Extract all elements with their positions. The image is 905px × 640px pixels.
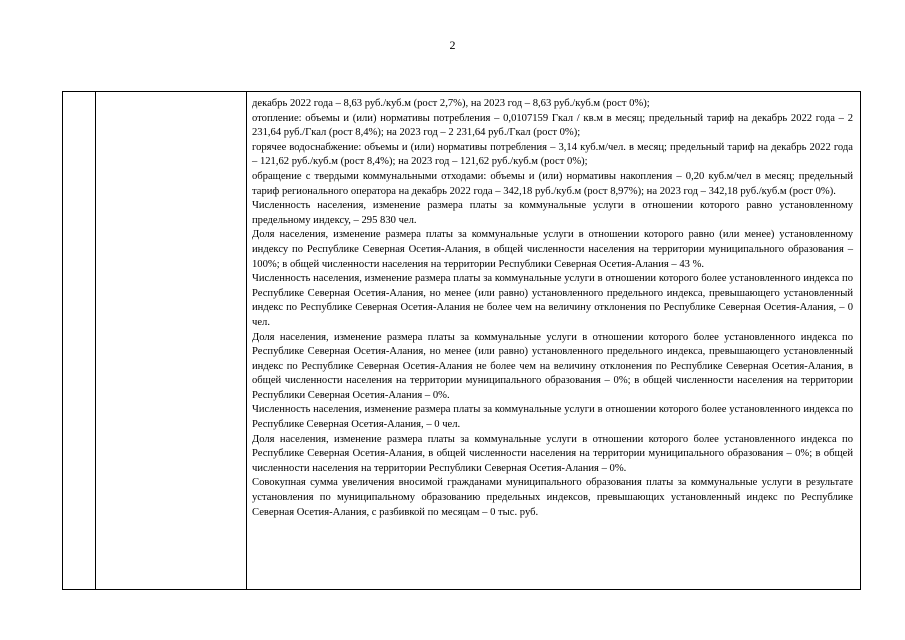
paragraph: Доля населения, изменение размера платы за коммунальные услуги в отношении которого равно (или менее) установленному индексу по Республике Северная Осетия-Алания, в общей численности населения на территории муниципального образования – 100%; в общей численности населения на территории Республики Северная Осетия-Алания – 43 %.	[252, 229, 853, 270]
paragraph: Совокупная сумма увеличения вносимой гражданами муниципального образования платы за коммунальные услуги в результате установления по муниципальному образованию предельных индексов, превышающих установленный индекс по Республике Северная Осетия-Алания, с разбивкой по месяцам – 0 тыс. руб.	[252, 477, 853, 518]
document-table	[62, 91, 861, 590]
paragraph: обращение с твердыми коммунальными отходами: объемы и (или) нормативы накопления – 0,20 куб.м/чел в месяц; предельный тариф регионального оператора на декабрь 2022 года – 342,18 руб./куб.м (рост 8,97%); на 2023 год – 342,18 руб./куб.м (рост 0%).	[252, 170, 853, 197]
paragraph: Доля населения, изменение размера платы за коммунальные услуги в отношении которого более установленного индекса по Республике Северная Осетия-Алания, но менее (или равно) установленного предельного индекса, превышающего установленный индекс по Республике Северная Осетия-Алания не более чем на величину отклонения по Республике Северная Осетия-Алания, в общей численности населения на территории муниципального образования – 0%; в общей численности населения на территории Республики Северная Осетия-Алания – 0%.	[252, 331, 853, 401]
table-column-divider	[95, 92, 96, 589]
page-number: 2	[449, 38, 456, 52]
paragraph: Численность населения, изменение размера платы за коммунальные услуги в отношении которого более установленного индекса по Республике Северная Осетия-Алания, – 0 чел.	[252, 404, 853, 431]
table-text-cell	[252, 97, 853, 520]
paragraph: Численность населения, изменение размера платы за коммунальные услуги в отношении которого равно установленному предельному индексу, – 295 830 чел.	[252, 200, 853, 226]
paragraph: декабрь 2022 года – 8,63 руб./куб.м (рост 2,7%), на 2023 год – 8,63 руб./куб.м (рост 0%);	[252, 98, 650, 109]
paragraph: отопление: объемы и (или) нормативы потребления – 0,0107159 Гкал / кв.м в месяц; предельный тариф на декабрь 2022 года – 2 231,64 руб./Гкал (рост 8,4%); на 2023 год – 2 231,64 руб./Гкал (рост 0%);	[252, 112, 853, 139]
paragraph: Численность населения, изменение размера платы за коммунальные услуги в отношении которого более установленного индекса по Республике Северная Осетия-Алания, но менее (или равно) установленного предельного индекса, превышающего установленный индекс по Республике Северная Осетия-Алания не более чем на величину отклонения по Республике Северная Осетия-Алания, – 0 чел.	[252, 273, 853, 328]
table-column-divider	[246, 92, 247, 589]
paragraph: горячее водоснабжение: объемы и (или) нормативы потребления – 3,14 куб.м/чел. в месяц; предельный тариф на декабрь 2022 года – 121,62 руб./куб.м (рост 8,4%); на 2023 год – 121,62 руб./куб.м (рост 0%);	[252, 141, 853, 168]
paragraph: Доля населения, изменение размера платы за коммунальные услуги в отношении которого более установленного индекса по Республике Северная Осетия-Алания, в общей численности населения на территории муниципального образования – 0%; в общей численности населения на территории Республики Северная Осетия-Алания – 0%.	[252, 433, 853, 474]
